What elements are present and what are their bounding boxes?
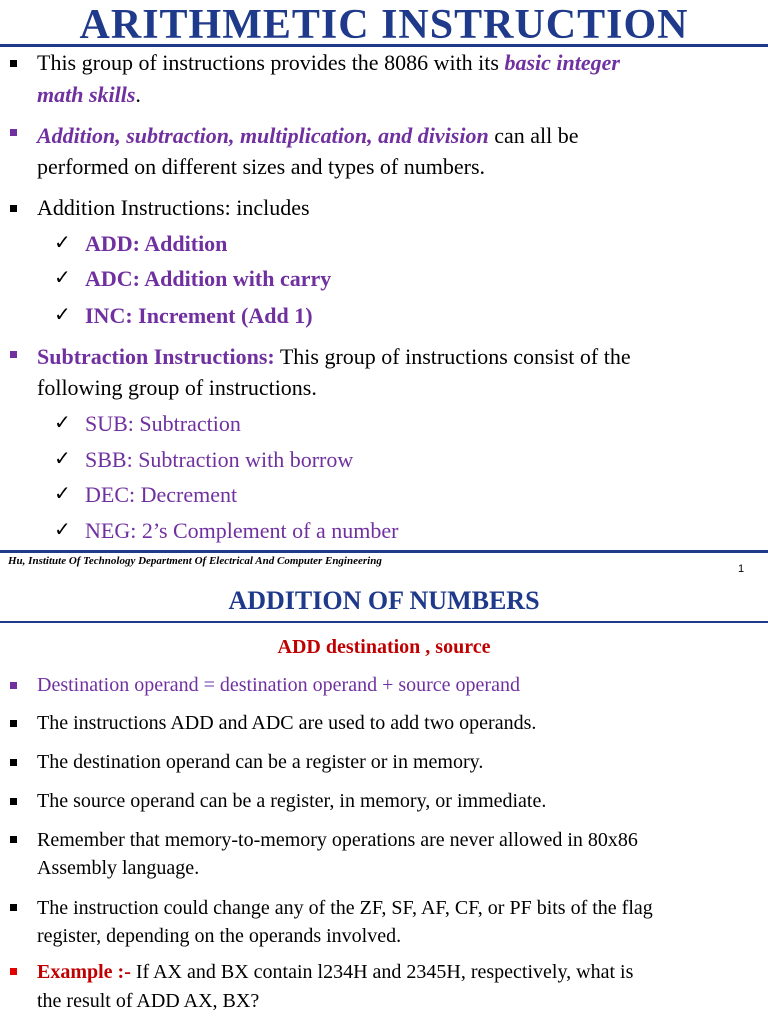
example-label: Example :- [37, 961, 131, 983]
slide1-bullet1-line2 [37, 80, 141, 110]
bullet4-emphasis: Subtraction Instructions: [37, 344, 275, 369]
add-item-1: ADD: Addition [85, 231, 228, 256]
slide1-bullet2-line2: performed on different sizes and types of numbers. [37, 154, 486, 179]
sub-item-1: SUB: Subtraction [85, 411, 241, 436]
slide1-title: ARITHMETIC INSTRUCTION [79, 2, 689, 48]
bullet-square-icon [10, 720, 17, 727]
example-text: If AX and BX contain l234H and 2345H, respectively, what is [130, 961, 634, 983]
slide1-bullet4-line2: following group of instructions. [37, 375, 317, 400]
slide2-subtitle: ADD destination , source [277, 636, 491, 658]
slide2-bullet-5-line2: Assembly language. [37, 857, 200, 879]
slide2-bullet-6-line1: The instruction could change any of the ZF, SF, AF, CF, or PF bits of the flag [37, 897, 653, 919]
bullet-square-icon [10, 759, 17, 766]
checkmark-icon: ✓ [54, 517, 71, 541]
checkmark-icon: ✓ [54, 302, 71, 326]
slide2-title: ADDITION OF NUMBERS [228, 586, 540, 615]
slide1-footer: Hu, Institute Of Technology Department Of Electrical And Computer Engineering [8, 555, 382, 567]
add-item-3: INC: Increment (Add 1) [85, 303, 313, 328]
slide2-bullet-4: The source operand can be a register, in memory, or immediate. [37, 790, 547, 812]
slide2-bullet-3: The destination operand can be a register or in memory. [37, 751, 484, 773]
slide1-footer-rule [0, 550, 768, 553]
slide1-page-number: 1 [738, 563, 745, 575]
bullet1-emphasis2: math skills [37, 82, 136, 107]
bullet-square-icon [10, 798, 17, 805]
bullet-square-icon [10, 351, 17, 358]
bullet-square-icon [10, 129, 17, 136]
slide1-bullet1-line1 [37, 48, 620, 78]
bullet-square-icon [10, 60, 17, 67]
slide1-bullet3: Addition Instructions: includes [37, 195, 310, 220]
checkmark-icon: ✓ [54, 481, 71, 505]
bullet4-text: This group of instructions consist of the [274, 344, 631, 369]
bullet1-end: . [135, 82, 141, 107]
slide1-bullet2-line1 [37, 121, 579, 151]
slide2-bullet-5-line1: Remember that memory-to-memory operations are never allowed in 80x86 [37, 829, 638, 851]
slide2-title-rule [0, 621, 768, 623]
sub-item-3: DEC: Decrement [85, 482, 238, 507]
add-item-2: ADC: Addition with carry [85, 266, 332, 291]
checkmark-icon: ✓ [54, 230, 71, 254]
slide1-title-rule [0, 44, 768, 47]
sub-item-2: SBB: Subtraction with borrow [85, 447, 354, 472]
bullet-square-icon [10, 904, 17, 911]
bullet-square-icon [10, 682, 17, 689]
checkmark-icon: ✓ [54, 265, 71, 289]
checkmark-icon: ✓ [54, 446, 71, 470]
bullet2-text: can all be [488, 123, 579, 148]
slide2-example-line1 [37, 958, 633, 987]
slide2-bullet-6-line2: register, depending on the operands involved. [37, 925, 402, 947]
slide2-bullet-1: Destination operand = destination operand + source operand [37, 674, 520, 696]
bullet-square-icon [10, 205, 17, 212]
sub-item-4: NEG: 2’s Complement of a number [85, 518, 399, 543]
slide1-bullet4-line1 [37, 342, 631, 372]
bullet-square-icon [10, 968, 17, 975]
bullet-square-icon [10, 836, 17, 843]
bullet2-emphasis: Addition, subtraction, multiplication, and division [37, 123, 489, 148]
bullet1-emphasis: basic integer [504, 50, 620, 75]
slide2-example-line2: the result of ADD AX, BX? [37, 990, 260, 1012]
slide2-bullet-2: The instructions ADD and ADC are used to add two operands. [37, 712, 537, 734]
bullet1-text: This group of instructions provides the 8086 with its [37, 50, 505, 75]
checkmark-icon: ✓ [54, 410, 71, 434]
